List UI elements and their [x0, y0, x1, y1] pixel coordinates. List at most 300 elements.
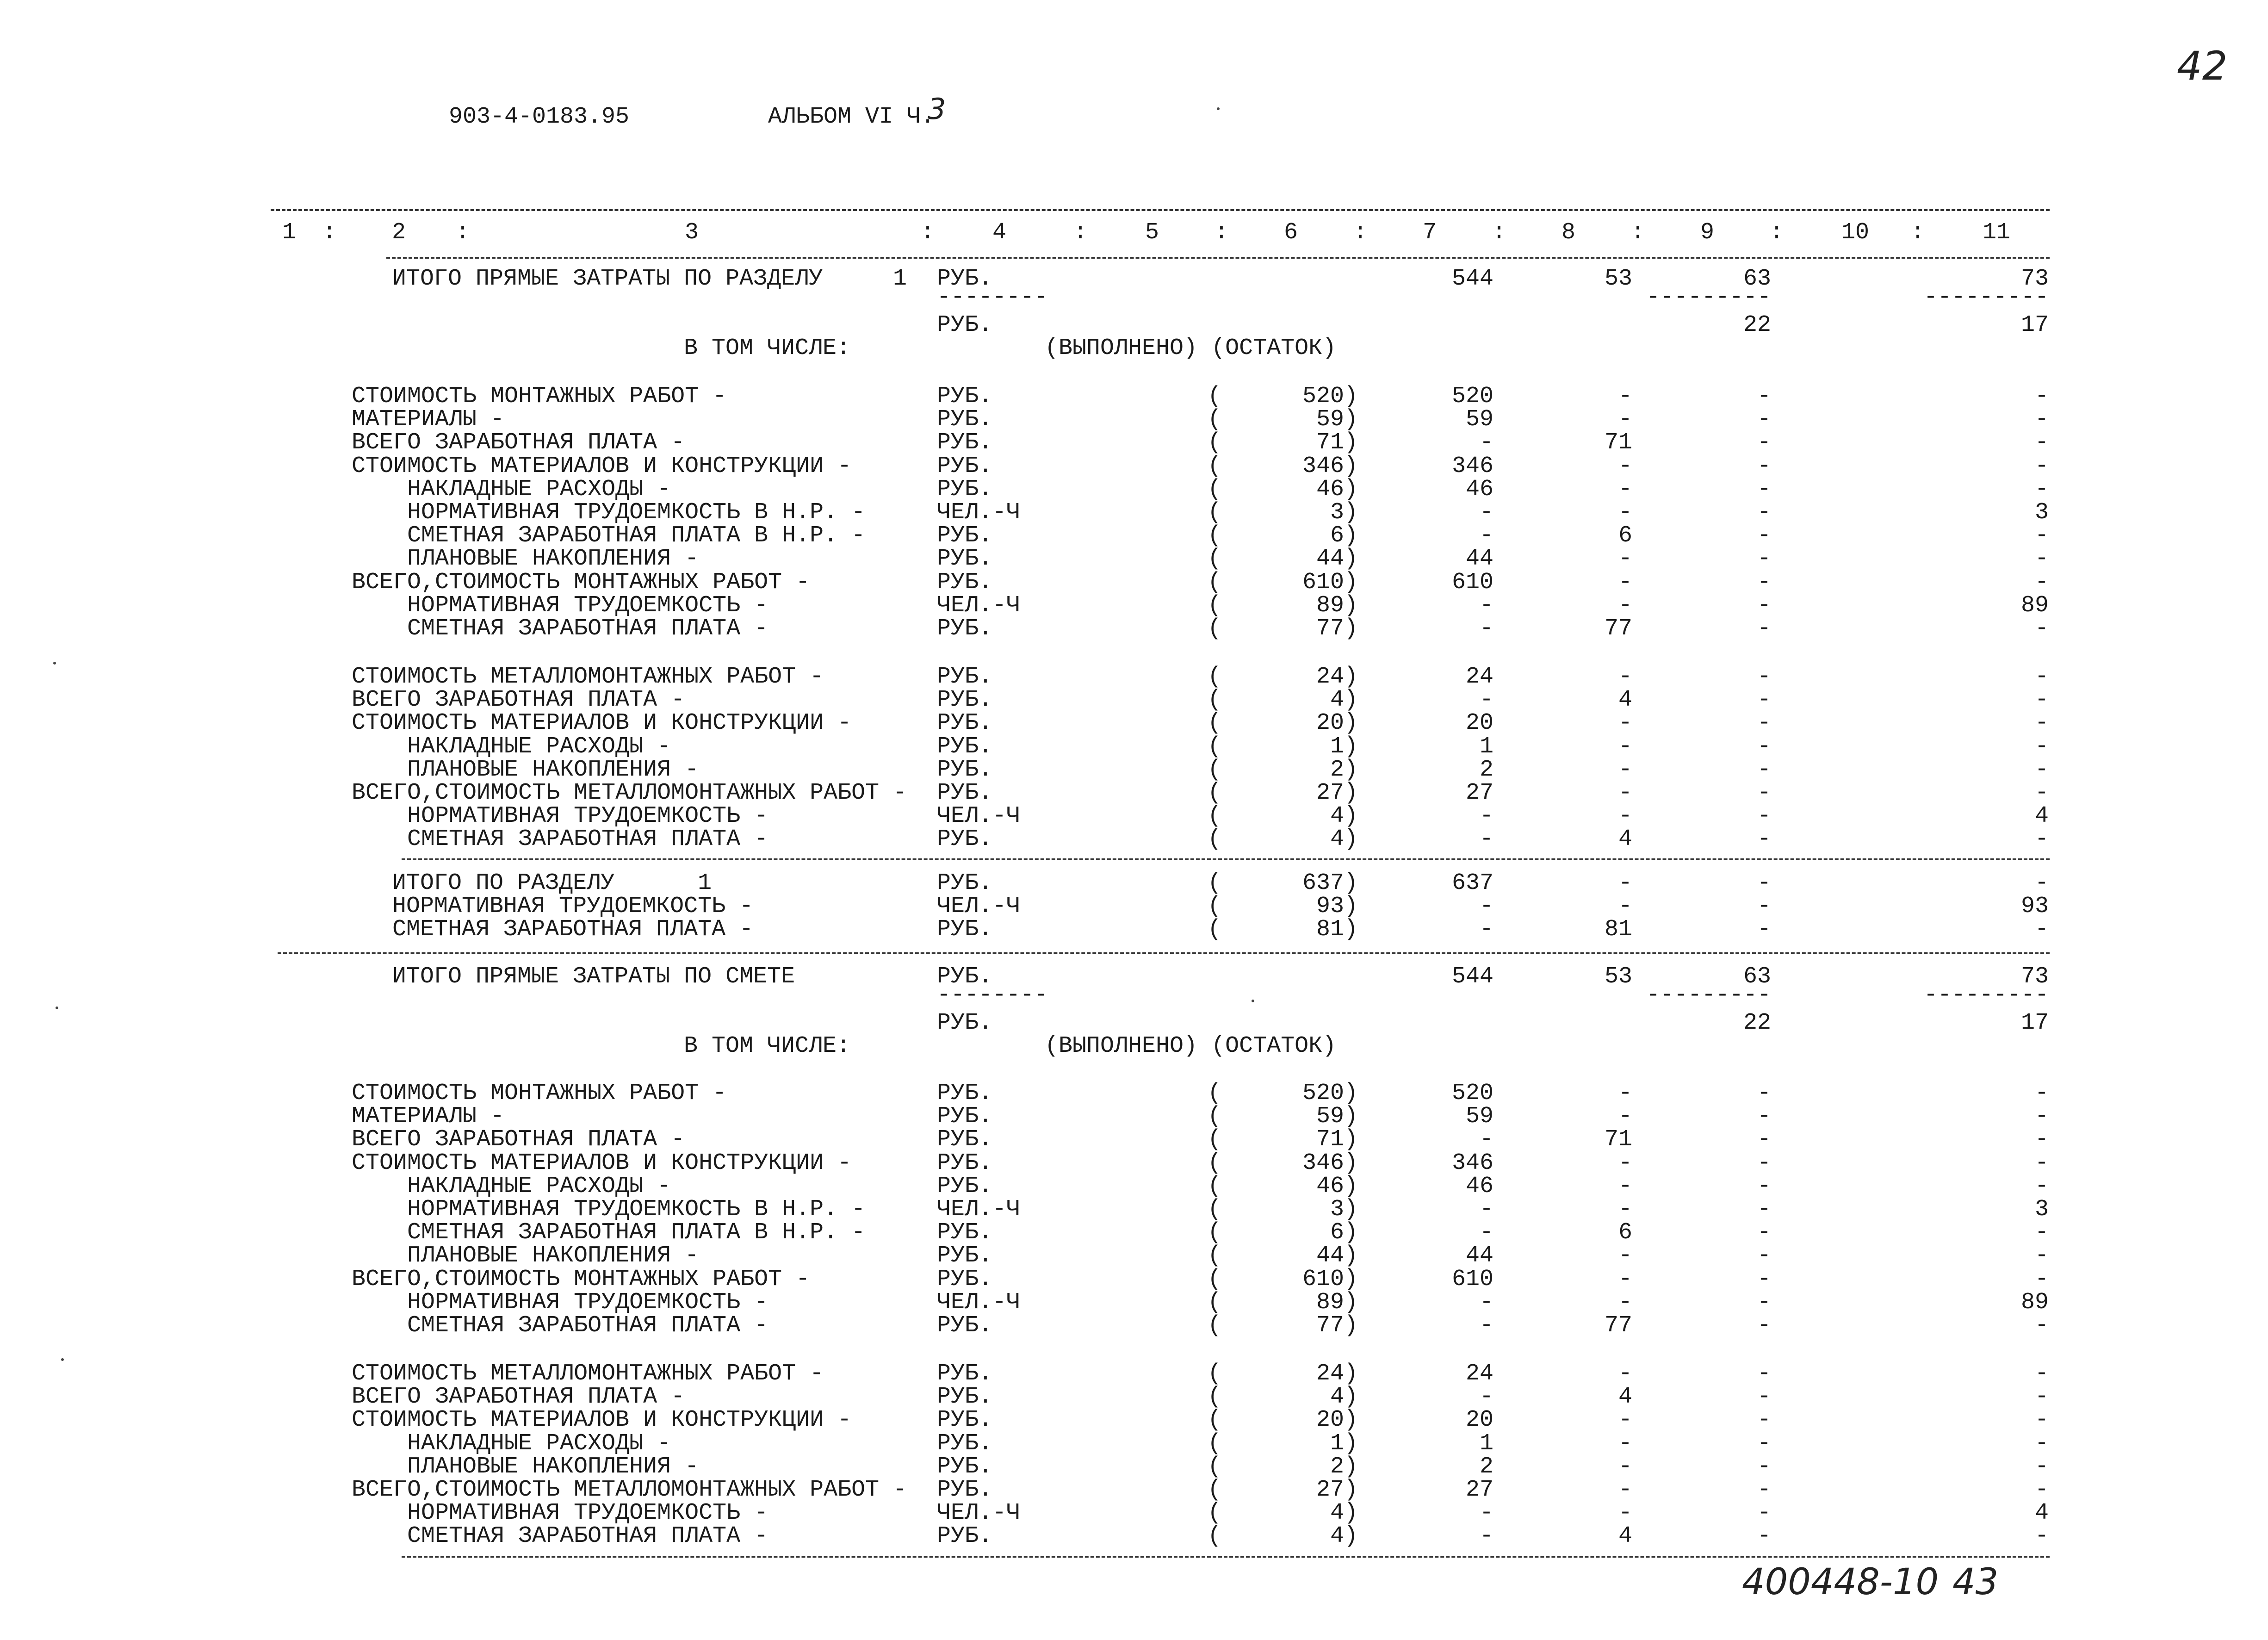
row-done-value: 46) — [1316, 476, 1358, 503]
column-header-cell: : — [1910, 219, 1925, 246]
row-col8: - — [1618, 1196, 1632, 1223]
total-row-done-value: 637) — [1302, 870, 1358, 896]
row-done-value: 6) — [1330, 1219, 1358, 1246]
sub-separator: --------- — [1646, 284, 1772, 311]
row-col7: - — [1479, 1219, 1493, 1246]
paren-open: ( — [1208, 1149, 1222, 1176]
row-col8: - — [1618, 383, 1632, 410]
row-col9: - — [1757, 429, 1771, 456]
row-unit: ЧЕЛ.-Ч — [937, 1196, 1021, 1223]
row-col11: - — [2034, 429, 2049, 456]
row-label: ВСЕГО ЗАРАБОТНАЯ ПЛАТА - — [352, 687, 685, 714]
row-done-value: 346) — [1302, 453, 1358, 479]
row-unit: РУБ. — [937, 1219, 993, 1246]
total-row-label: СМЕТНАЯ ЗАРАБОТНАЯ ПЛАТА - — [392, 916, 754, 943]
row-col7: 610 — [1451, 1266, 1493, 1292]
paren-open: ( — [1208, 1477, 1222, 1503]
paren-open: ( — [1208, 826, 1222, 853]
total-row-unit: ЧЕЛ.-Ч — [937, 893, 1021, 920]
column-header-cell: : — [920, 219, 935, 246]
row-done-value: 44) — [1316, 1242, 1358, 1269]
row-col11: - — [2034, 476, 2049, 503]
row-label: СМЕТНАЯ ЗАРАБОТНАЯ ПЛАТА - — [407, 615, 768, 642]
total-row-col11: 93 — [2020, 893, 2049, 920]
row-col8: - — [1618, 803, 1632, 830]
column-header-cell: : — [1073, 219, 1088, 246]
total-row-unit: РУБ. — [937, 870, 993, 896]
row-unit: РУБ. — [937, 1103, 993, 1130]
row-label: ПЛАНОВЫЕ НАКОПЛЕНИЯ - — [407, 1242, 699, 1269]
row-unit: РУБ. — [937, 406, 993, 433]
row-col9: - — [1757, 687, 1771, 714]
row-col7: 44 — [1465, 546, 1493, 572]
row-label: СТОИМОСТЬ МАТЕРИАЛОВ И КОНСТРУКЦИИ - — [352, 1407, 852, 1434]
row-unit: РУБ. — [937, 522, 993, 549]
row-done-value: 1) — [1330, 733, 1358, 760]
row-col11: 89 — [2020, 1289, 2049, 1316]
row-col9: - — [1757, 1360, 1771, 1387]
row-col8: 4 — [1618, 687, 1632, 714]
paren-open: ( — [1208, 1407, 1222, 1434]
row-label: НАКЛАДНЫЕ РАСХОДЫ - — [407, 1430, 671, 1457]
total-row-col9: - — [1757, 870, 1771, 896]
row-col9: - — [1757, 1103, 1771, 1130]
section-total-col8: 53 — [1604, 963, 1632, 990]
row-col9: - — [1757, 710, 1771, 737]
paren-open: ( — [1208, 592, 1222, 619]
row-done-value: 46) — [1316, 1173, 1358, 1199]
row-col8: 4 — [1618, 1384, 1632, 1410]
row-col7: - — [1479, 1384, 1493, 1410]
paren-open: ( — [1208, 406, 1222, 433]
row-label: ВСЕГО,СТОИМОСТЬ МЕТАЛЛОМОНТАЖНЫХ РАБОТ - — [352, 780, 907, 806]
row-col9: - — [1757, 826, 1771, 853]
column-header-cell: 5 — [1145, 219, 1159, 246]
rule-section-end — [278, 952, 2050, 954]
row-label: НАКЛАДНЫЕ РАСХОДЫ - — [407, 476, 671, 503]
row-col11: - — [2034, 1219, 2049, 1246]
row-col11: - — [2034, 687, 2049, 714]
row-col8: 6 — [1618, 1219, 1632, 1246]
row-col8: - — [1618, 406, 1632, 433]
row-done-value: 27) — [1316, 1477, 1358, 1503]
paren-open: ( — [1208, 1360, 1222, 1387]
row-col7: 59 — [1465, 1103, 1493, 1130]
paren-open: ( — [1208, 893, 1222, 920]
row-unit: РУБ. — [937, 687, 993, 714]
paren-open: ( — [1208, 916, 1222, 943]
row-col8: 6 — [1618, 522, 1632, 549]
rule-top — [271, 209, 2050, 211]
row-unit: РУБ. — [937, 1266, 993, 1292]
done-remainder-label: (ВЫПОЛНЕНО) (ОСТАТОК) — [1045, 335, 1337, 361]
row-col7: 46 — [1465, 1173, 1493, 1199]
row-col7: - — [1479, 615, 1493, 642]
row-done-value: 59) — [1316, 406, 1358, 433]
row-col11: - — [2034, 1080, 2049, 1106]
row-label: СТОИМОСТЬ МАТЕРИАЛОВ И КОНСТРУКЦИИ - — [352, 453, 852, 479]
section-total-col9: 63 — [1743, 963, 1771, 990]
row-col8: 4 — [1618, 826, 1632, 853]
row-col7: 1 — [1479, 733, 1493, 760]
row-col11: - — [2034, 569, 2049, 596]
paren-open: ( — [1208, 499, 1222, 526]
paren-open: ( — [1208, 756, 1222, 783]
paren-open: ( — [1208, 1312, 1222, 1339]
row-col7: 610 — [1451, 569, 1493, 596]
section-sub-col11: 17 — [2020, 312, 2049, 338]
row-unit: РУБ. — [937, 476, 993, 503]
row-col7: 520 — [1451, 383, 1493, 410]
row-label: СТОИМОСТЬ МЕТАЛЛОМОНТАЖНЫХ РАБОТ - — [352, 664, 824, 690]
paren-open: ( — [1208, 615, 1222, 642]
paren-open: ( — [1208, 1430, 1222, 1457]
row-col7: 27 — [1465, 1477, 1493, 1503]
column-header-cell: 9 — [1700, 219, 1715, 246]
in-total-label: В ТОМ ЧИСЛЕ: — [684, 335, 851, 361]
row-done-value: 346) — [1302, 1149, 1358, 1176]
row-col11: - — [2034, 1149, 2049, 1176]
paren-open: ( — [1208, 1384, 1222, 1410]
row-col7: 24 — [1465, 1360, 1493, 1387]
row-col9: - — [1757, 1453, 1771, 1480]
column-header-cell: : — [455, 219, 470, 246]
paren-open: ( — [1208, 687, 1222, 714]
row-col8: - — [1618, 476, 1632, 503]
row-unit: ЧЕЛ.-Ч — [937, 1500, 1021, 1527]
row-done-value: 4) — [1330, 803, 1358, 830]
row-col8: - — [1618, 756, 1632, 783]
row-done-value: 71) — [1316, 1126, 1358, 1153]
row-col8: 71 — [1604, 1126, 1632, 1153]
row-col11: 89 — [2020, 592, 2049, 619]
row-col11: - — [2034, 615, 2049, 642]
row-label: НОРМАТИВНАЯ ТРУДОЕМКОСТЬ - — [407, 1500, 768, 1527]
section-total-unit: РУБ. — [937, 266, 993, 292]
column-header-cell: : — [1769, 219, 1784, 246]
row-col8: - — [1618, 592, 1632, 619]
row-col9: - — [1757, 780, 1771, 806]
row-col7: - — [1479, 687, 1493, 714]
row-label: СМЕТНАЯ ЗАРАБОТНАЯ ПЛАТА - — [407, 1523, 768, 1550]
row-done-value: 89) — [1316, 592, 1358, 619]
row-label: СТОИМОСТЬ МЕТАЛЛОМОНТАЖНЫХ РАБОТ - — [352, 1360, 824, 1387]
row-label: НАКЛАДНЫЕ РАСХОДЫ - — [407, 1173, 671, 1199]
paren-open: ( — [1208, 870, 1222, 896]
row-unit: РУБ. — [937, 733, 993, 760]
row-unit: РУБ. — [937, 1430, 993, 1457]
row-label: ВСЕГО ЗАРАБОТНАЯ ПЛАТА - — [352, 1384, 685, 1410]
row-unit: РУБ. — [937, 1126, 993, 1153]
row-col9: - — [1757, 1173, 1771, 1199]
row-label: НОРМАТИВНАЯ ТРУДОЕМКОСТЬ В Н.Р. - — [407, 1196, 866, 1223]
row-label: ПЛАНОВЫЕ НАКОПЛЕНИЯ - — [407, 1453, 699, 1480]
row-label: ВСЕГО,СТОИМОСТЬ МОНТАЖНЫХ РАБОТ - — [352, 1266, 810, 1292]
row-col11: - — [2034, 1242, 2049, 1269]
row-col7: 520 — [1451, 1080, 1493, 1106]
row-done-value: 610) — [1302, 569, 1358, 596]
column-header-cell: 2 — [391, 219, 406, 246]
row-col8: - — [1618, 1080, 1632, 1106]
row-done-value: 24) — [1316, 664, 1358, 690]
row-col8: - — [1618, 1103, 1632, 1130]
row-col9: - — [1757, 1384, 1771, 1410]
row-col11: - — [2034, 1266, 2049, 1292]
row-done-value: 71) — [1316, 429, 1358, 456]
row-col9: - — [1757, 1219, 1771, 1246]
row-unit: РУБ. — [937, 1173, 993, 1199]
section-total-col7: 544 — [1451, 266, 1493, 292]
row-unit: РУБ. — [937, 1407, 993, 1434]
row-done-value: 6) — [1330, 522, 1358, 549]
done-remainder-label: (ВЫПОЛНЕНО) (ОСТАТОК) — [1045, 1033, 1337, 1059]
row-unit: РУБ. — [937, 1360, 993, 1387]
row-unit: РУБ. — [937, 1242, 993, 1269]
scan-dot — [61, 1358, 64, 1361]
paren-open: ( — [1208, 1266, 1222, 1292]
row-col9: - — [1757, 1266, 1771, 1292]
row-done-value: 20) — [1316, 1407, 1358, 1434]
row-unit: ЧЕЛ.-Ч — [937, 592, 1021, 619]
row-label: СТОИМОСТЬ МОНТАЖНЫХ РАБОТ - — [352, 1080, 727, 1106]
column-header-cell: 8 — [1561, 219, 1576, 246]
row-done-value: 44) — [1316, 546, 1358, 572]
paren-open: ( — [1208, 569, 1222, 596]
row-unit: РУБ. — [937, 826, 993, 853]
row-col11: - — [2034, 406, 2049, 433]
row-label: СМЕТНАЯ ЗАРАБОТНАЯ ПЛАТА - — [407, 1312, 768, 1339]
row-col11: 4 — [2034, 1500, 2049, 1527]
column-header-cell: 1 — [282, 219, 297, 246]
row-col7: 44 — [1465, 1242, 1493, 1269]
total-row-done-value: 81) — [1316, 916, 1358, 943]
paren-open: ( — [1208, 1219, 1222, 1246]
row-col8: - — [1618, 1149, 1632, 1176]
row-col8: - — [1618, 569, 1632, 596]
section-total-title: ИТОГО ПРЯМЫЕ ЗАТРАТЫ ПО СМЕТЕ — [392, 963, 795, 990]
row-done-value: 77) — [1316, 1312, 1358, 1339]
row-col7: 2 — [1479, 1453, 1493, 1480]
row-col7: - — [1479, 826, 1493, 853]
paren-open: ( — [1208, 1242, 1222, 1269]
section-sub-unit: РУБ. — [937, 312, 993, 338]
total-row-col9: - — [1757, 916, 1771, 943]
row-col11: - — [2034, 1312, 2049, 1339]
row-done-value: 20) — [1316, 710, 1358, 737]
section-sub-col9: 22 — [1743, 312, 1771, 338]
row-col8: - — [1618, 1242, 1632, 1269]
row-done-value: 2) — [1330, 1453, 1358, 1480]
row-label: СМЕТНАЯ ЗАРАБОТНАЯ ПЛАТА - — [407, 826, 768, 853]
row-col8: - — [1618, 733, 1632, 760]
row-col11: - — [2034, 1430, 2049, 1457]
section-sub-col9: 22 — [1743, 1010, 1771, 1036]
paren-open: ( — [1208, 1453, 1222, 1480]
section-total-col9: 63 — [1743, 266, 1771, 292]
row-unit: РУБ. — [937, 1453, 993, 1480]
row-col9: - — [1757, 1430, 1771, 1457]
row-col8: - — [1618, 710, 1632, 737]
row-done-value: 89) — [1316, 1289, 1358, 1316]
rule-section-subtotal — [402, 858, 2050, 860]
row-col7: - — [1479, 1312, 1493, 1339]
row-col9: - — [1757, 803, 1771, 830]
row-col8: - — [1618, 1360, 1632, 1387]
row-done-value: 4) — [1330, 1500, 1358, 1527]
column-header-cell: 7 — [1422, 219, 1437, 246]
rule-header-bottom — [386, 257, 2050, 259]
row-col9: - — [1757, 1080, 1771, 1106]
row-col9: - — [1757, 1500, 1771, 1527]
section-total-col11: 73 — [2020, 266, 2049, 292]
paren-open: ( — [1208, 733, 1222, 760]
row-col7: - — [1479, 1126, 1493, 1153]
paren-open: ( — [1208, 803, 1222, 830]
row-col7: - — [1479, 429, 1493, 456]
paren-open: ( — [1208, 664, 1222, 690]
scan-dot — [1252, 1000, 1254, 1002]
paren-open: ( — [1208, 522, 1222, 549]
paren-open: ( — [1208, 710, 1222, 737]
row-unit: РУБ. — [937, 615, 993, 642]
row-col7: 20 — [1465, 1407, 1493, 1434]
row-col8: - — [1618, 1289, 1632, 1316]
row-col11: - — [2034, 383, 2049, 410]
row-unit: РУБ. — [937, 453, 993, 479]
row-col8: - — [1618, 1407, 1632, 1434]
row-label: НОРМАТИВНАЯ ТРУДОЕМКОСТЬ - — [407, 1289, 768, 1316]
row-col9: - — [1757, 664, 1771, 690]
in-total-label: В ТОМ ЧИСЛЕ: — [684, 1033, 851, 1059]
total-row-label: ИТОГО ПО РАЗДЕЛУ 1 — [392, 870, 712, 896]
row-label: ВСЕГО ЗАРАБОТНАЯ ПЛАТА - — [352, 429, 685, 456]
sub-separator: --------- — [1924, 982, 2049, 1008]
total-row-label: НОРМАТИВНАЯ ТРУДОЕМКОСТЬ - — [392, 893, 754, 920]
paren-open: ( — [1208, 383, 1222, 410]
row-col8: - — [1618, 1173, 1632, 1199]
row-done-value: 4) — [1330, 687, 1358, 714]
total-row-col8: 81 — [1604, 916, 1632, 943]
row-col7: - — [1479, 803, 1493, 830]
total-row-col7: - — [1479, 893, 1493, 920]
row-unit: РУБ. — [937, 1149, 993, 1176]
total-row-col7: 637 — [1451, 870, 1493, 896]
row-col11: - — [2034, 1360, 2049, 1387]
row-unit: РУБ. — [937, 1312, 993, 1339]
rule-bottom — [402, 1556, 2050, 1558]
doc-code: 903-4-0183.95 — [449, 104, 630, 130]
page-number-handwritten: 42 — [2177, 43, 2228, 89]
row-col9: - — [1757, 592, 1771, 619]
row-done-value: 4) — [1330, 1523, 1358, 1550]
row-unit: РУБ. — [937, 780, 993, 806]
row-col9: - — [1757, 1477, 1771, 1503]
column-header-cell: 6 — [1283, 219, 1298, 246]
row-label: СТОИМОСТЬ МАТЕРИАЛОВ И КОНСТРУКЦИИ - — [352, 710, 852, 737]
row-col8: - — [1618, 499, 1632, 526]
row-col11: - — [2034, 756, 2049, 783]
section-total-number: 1 — [893, 266, 907, 292]
total-row-col8: - — [1618, 893, 1632, 920]
row-col9: - — [1757, 1312, 1771, 1339]
row-unit: РУБ. — [937, 1384, 993, 1410]
row-label: СТОИМОСТЬ МОНТАЖНЫХ РАБОТ - — [352, 383, 727, 410]
row-col9: - — [1757, 1126, 1771, 1153]
scan-dot — [56, 1006, 58, 1009]
sub-separator: --------- — [1646, 982, 1772, 1008]
paren-open: ( — [1208, 1173, 1222, 1199]
row-col9: - — [1757, 499, 1771, 526]
row-col7: 2 — [1479, 756, 1493, 783]
row-done-value: 520) — [1302, 1080, 1358, 1106]
paren-open: ( — [1208, 1289, 1222, 1316]
row-col7: 27 — [1465, 780, 1493, 806]
row-col8: 77 — [1604, 1312, 1632, 1339]
row-unit: РУБ. — [937, 429, 993, 456]
row-col8: - — [1618, 546, 1632, 572]
total-row-col8: - — [1618, 870, 1632, 896]
paren-open: ( — [1208, 1126, 1222, 1153]
row-done-value: 4) — [1330, 826, 1358, 853]
row-label: НОРМАТИВНАЯ ТРУДОЕМКОСТЬ - — [407, 592, 768, 619]
row-col7: 59 — [1465, 406, 1493, 433]
row-done-value: 520) — [1302, 383, 1358, 410]
row-done-value: 610) — [1302, 1266, 1358, 1292]
paren-open: ( — [1208, 1500, 1222, 1527]
row-col11: - — [2034, 1384, 2049, 1410]
row-col9: - — [1757, 453, 1771, 479]
row-col11: 4 — [2034, 803, 2049, 830]
row-col11: - — [2034, 780, 2049, 806]
row-col9: - — [1757, 1149, 1771, 1176]
row-col9: - — [1757, 522, 1771, 549]
row-unit: РУБ. — [937, 1477, 993, 1503]
row-col11: - — [2034, 1477, 2049, 1503]
column-header-cell: : — [1630, 219, 1645, 246]
row-col7: 346 — [1451, 453, 1493, 479]
column-header-cell: : — [1492, 219, 1506, 246]
sheet-number-handwritten: 43 — [1952, 1561, 1999, 1603]
column-header-cell: : — [1214, 219, 1229, 246]
row-col8: 71 — [1604, 429, 1632, 456]
row-col7: - — [1479, 522, 1493, 549]
paren-open: ( — [1208, 780, 1222, 806]
row-col11: - — [2034, 1103, 2049, 1130]
row-done-value: 59) — [1316, 1103, 1358, 1130]
row-col11: - — [2034, 1453, 2049, 1480]
section-sub-unit: РУБ. — [937, 1010, 993, 1036]
row-label: СМЕТНАЯ ЗАРАБОТНАЯ ПЛАТА В Н.Р. - — [407, 1219, 866, 1246]
row-unit: РУБ. — [937, 383, 993, 410]
row-label: ПЛАНОВЫЕ НАКОПЛЕНИЯ - — [407, 546, 699, 572]
row-col9: - — [1757, 546, 1771, 572]
row-col8: - — [1618, 1430, 1632, 1457]
row-col8: 4 — [1618, 1523, 1632, 1550]
row-col7: 346 — [1451, 1149, 1493, 1176]
row-unit: РУБ. — [937, 1080, 993, 1106]
row-unit: РУБ. — [937, 710, 993, 737]
row-label: СТОИМОСТЬ МАТЕРИАЛОВ И КОНСТРУКЦИИ - — [352, 1149, 852, 1176]
row-unit: РУБ. — [937, 569, 993, 596]
row-label: НОРМАТИВНАЯ ТРУДОЕМКОСТЬ В Н.Р. - — [407, 499, 866, 526]
row-col9: - — [1757, 383, 1771, 410]
row-col9: - — [1757, 1242, 1771, 1269]
row-label: СМЕТНАЯ ЗАРАБОТНАЯ ПЛАТА В Н.Р. - — [407, 522, 866, 549]
document-stamp-handwritten: 400448-10 — [1742, 1561, 1939, 1603]
row-col11: 3 — [2034, 1196, 2049, 1223]
paren-open: ( — [1208, 1523, 1222, 1550]
section-total-unit: РУБ. — [937, 963, 993, 990]
